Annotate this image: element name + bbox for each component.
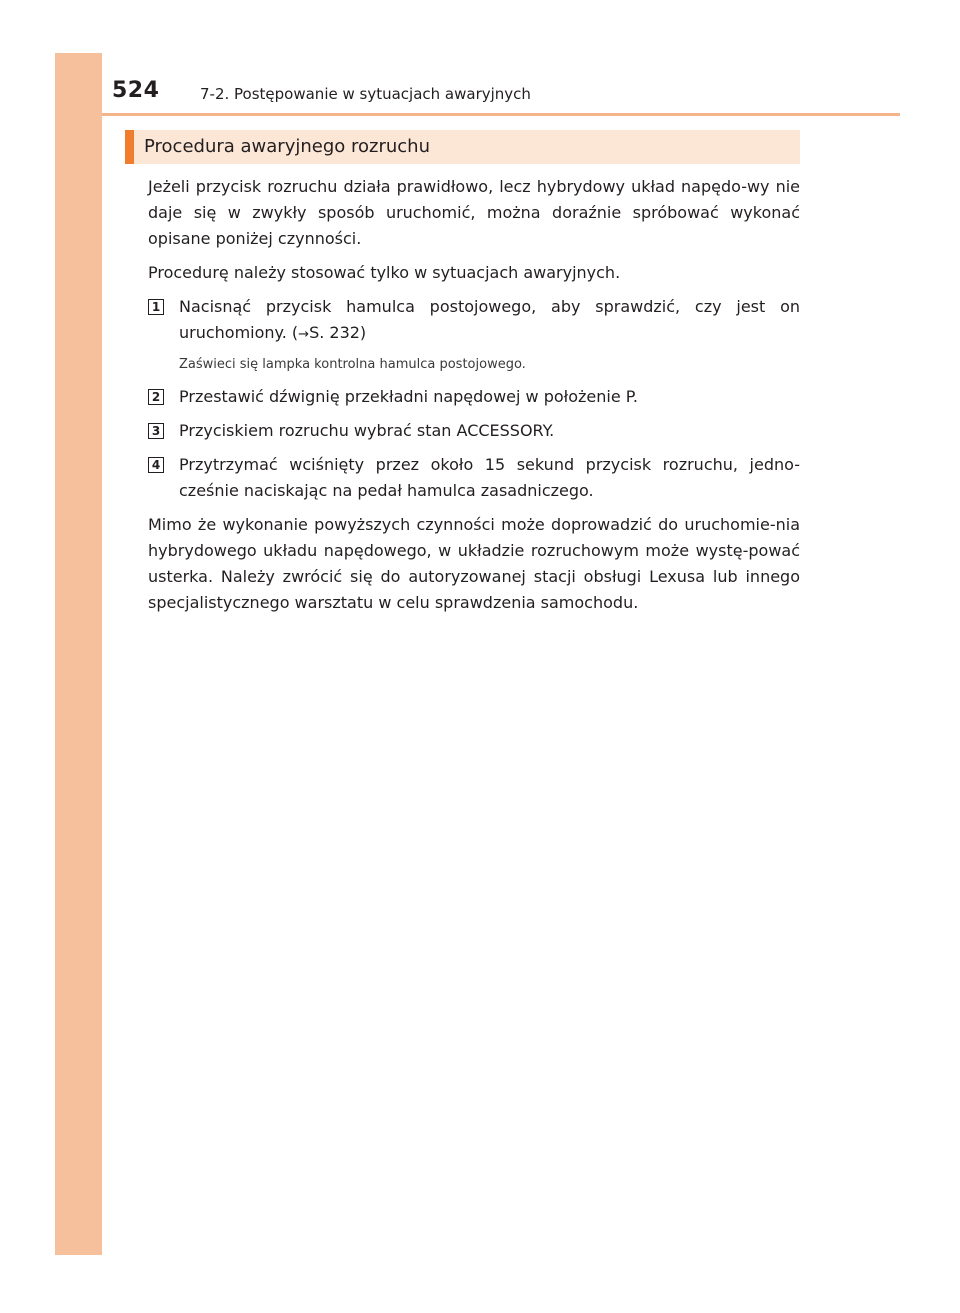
page-header xyxy=(102,78,900,114)
step-1 xyxy=(148,294,800,348)
page-number: 524 xyxy=(112,78,160,103)
step-note: Zaświeci się lampka kontrolna hamulca postojowego. xyxy=(179,357,526,372)
step-2 xyxy=(148,384,800,410)
body-content xyxy=(148,174,800,624)
closing-paragraph: Mimo że wykonanie powyższych czynności może doprowadzić do uruchomie-nia hybrydowego układu napędowego, w układzie rozruchowym może wystę-pować usterka. Należy zwrócić się do autoryzowanej stacji obsługi Lexusa lub innego specjalistycznego warsztatu w celu sprawdzenia samochodu. xyxy=(148,515,800,612)
step-number-badge: 1 xyxy=(148,299,164,315)
step-3 xyxy=(148,418,800,444)
step-text: Przyciskiem rozruchu wybrać stan ACCESSORY. xyxy=(179,421,555,440)
step-text: Nacisnąć przycisk hamulca postojowego, aby sprawdzić, czy jest on uruchomiony. ( xyxy=(179,297,800,342)
section-header xyxy=(125,130,800,164)
step-number-badge: 4 xyxy=(148,457,164,473)
intro-paragraph-1: Jeżeli przycisk rozruchu działa prawidłowo, lecz hybrydowy układ napędo-wy nie daje się w zwykły sposób uruchomić, można doraźnie spróbować wykonać opisane poniżej czynności. xyxy=(148,177,800,248)
step-text: Przytrzymać wciśnięty przez około 15 sekund przycisk rozruchu, jedno-cześnie naciskając na pedał hamulca zasadniczego. xyxy=(179,455,800,500)
intro-paragraph-2: Procedurę należy stosować tylko w sytuacjach awaryjnych. xyxy=(148,263,621,282)
step-text: Przestawić dźwignię przekładni napędowej w położenie P. xyxy=(179,387,638,406)
step-number-badge: 3 xyxy=(148,423,164,439)
side-tab xyxy=(55,53,102,1255)
chapter-title: 7-2. Postępowanie w sytuacjach awaryjnych xyxy=(200,85,531,103)
page-reference: S. 232) xyxy=(309,323,367,342)
reference-arrow-icon: → xyxy=(298,327,310,342)
step-4 xyxy=(148,452,800,504)
section-title: Procedura awaryjnego rozruchu xyxy=(144,136,430,157)
step-number-badge: 2 xyxy=(148,389,164,405)
header-rule xyxy=(102,113,900,116)
